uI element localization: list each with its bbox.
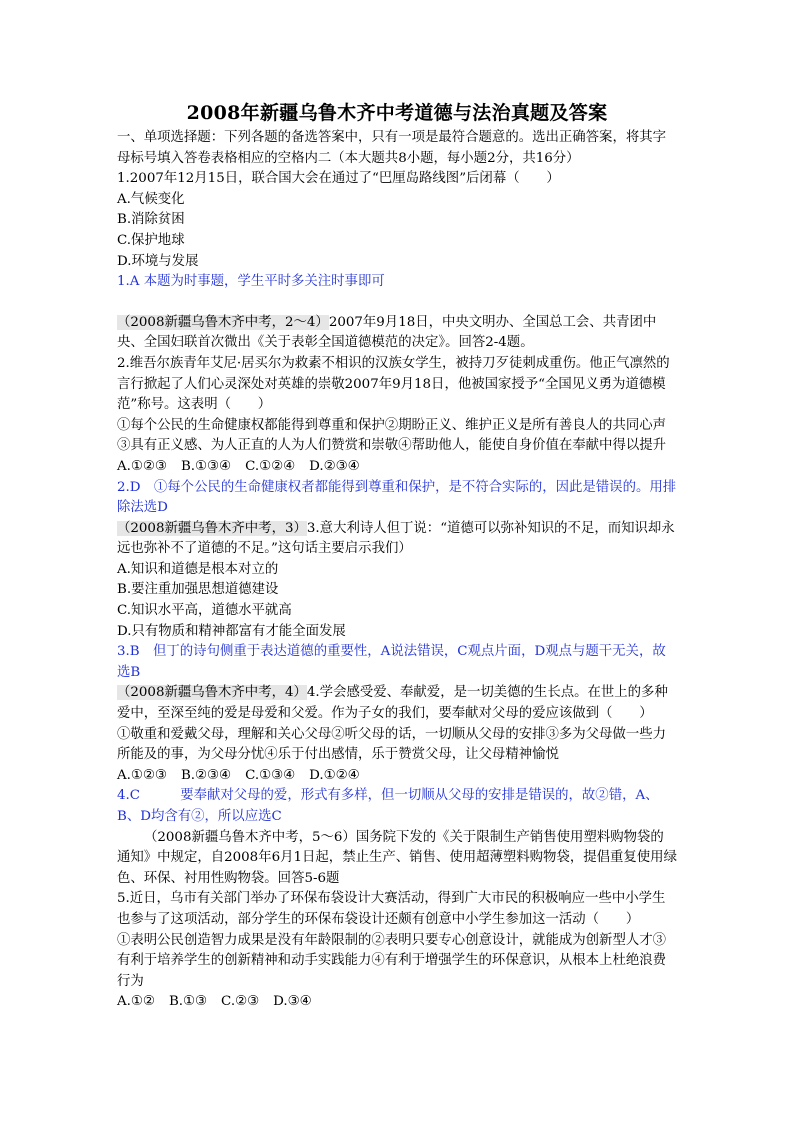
q3-option-a: A.知识和道德是根本对立的 <box>117 561 279 577</box>
material1-source: （2008新疆乌鲁木齐中考，2～4） <box>117 314 329 330</box>
q2-stem: 2.维吾尔族青年艾尼·居买尔为救素不相识的汉族女学生，被持刀歹徒刺成重伤。他正气凛然的言行掀起了人们心灵深处对英雄的崇敬2007年9月18日，他被国家授予“全国见义勇为道德模范”称号。这表明（ ） <box>117 355 670 413</box>
q3-stem: 3.意大利诗人但丁说：“道德可以弥补知识的不足，而知识却永远也弥补不了道德的不足。”这句话主要启示我们） <box>117 520 675 557</box>
material1 <box>117 313 677 354</box>
q4-statements: ①敬重和爱戴父母，理解和关心父母②听父母的话，一切顺从父母的安排③多为父母做一些力所能及的事，为父母分忧④乐于付出感情，乐于赞赏父母，让父母精神愉悦 <box>117 726 667 763</box>
q2-option-c: C.①②④ <box>245 458 296 474</box>
q2-options <box>117 457 677 478</box>
document-page <box>117 100 677 1013</box>
q5-option-c: C.②③ <box>221 994 260 1010</box>
q5-option-d: D.③④ <box>273 994 312 1010</box>
q1-stem: 1.2007年12月15日，联合国大会在通过了“巴厘岛路线图”后闭幕（ ） <box>117 171 560 187</box>
q1-option-d: D.环境与发展 <box>117 253 199 269</box>
q5-option-a: A.①② <box>117 994 155 1010</box>
q4-option-d: D.①②④ <box>309 767 360 783</box>
q3-answer: 3.B 但丁的诗句侧重于表达道德的重要性，A说法错误，C观点片面，D观点与题干无关，故选B <box>117 644 666 680</box>
q4-option-b: B.②③④ <box>180 767 232 783</box>
q2-answer: 2.D ①每个公民的生命健康权者都能得到尊重和保护，是不符合实际的，因此是错误的。用排除法选D <box>117 479 677 516</box>
spacer <box>117 293 677 313</box>
material2-source: （2008新疆乌鲁木齐中考，5～6） <box>144 829 356 845</box>
material2-text: 国务院下发的《关于限制生产销售使用塑料购物袋的通知》中规定，自2008年6月1日起，禁止生产、销售、使用超薄塑料购物袋，提倡重复使用绿色、环保、衬用性购物袋。回答5-6题 <box>117 829 677 886</box>
q3-option-d: D.只有物质和精神都富有才能全面发展 <box>117 623 346 639</box>
q4-stem-line <box>117 683 677 724</box>
q4-option-a: A.①②③ <box>117 767 167 783</box>
q4-answer: 4.C 要奉献对父母的爱，形式有多样，但一切顺从父母的安排是错误的，故②错，A、B、D均含有②，所以应选C <box>117 788 659 824</box>
page-title: 2008年新疆乌鲁木齐中考道德与法治真题及答案 <box>186 102 608 124</box>
q3-stem-line <box>117 519 677 560</box>
section-intro: 一、单项选择题：下列各题的备选答案中，只有一项是最符合题意的。选出正确答案，将其字母标号填入答卷表格相应的空格内二（本大题共8小题，每小题2分，共16分） <box>117 130 667 166</box>
material2 <box>117 828 677 890</box>
q2-option-b: B.①③④ <box>180 458 232 474</box>
q4-option-c: C.①③④ <box>245 767 296 783</box>
q3-option-b: B.要注重加强思想道德建设 <box>117 582 279 598</box>
q1-option-b: B.消除贫困 <box>117 212 185 228</box>
q5-statements: ①表明公民创造智力成果是没有年龄限制的②表明只要专心创意设计，就能成为创新型人才③有利于培养学生的创新精神和动手实践能力④有利于增强学生的环保意识，从根本上杜绝浪费行为 <box>117 932 667 989</box>
q1-option-a: A.气候变化 <box>117 191 185 207</box>
q4-stem: 4.学会感受爱、奉献爱，是一切美德的生长点。在世上的多种爱中，至深至纯的爱是母爱和父爱。作为子女的我们，要奉献对父母的爱应该做到（ ） <box>117 685 668 722</box>
q2-option-d: D.②③④ <box>309 458 360 474</box>
material1-text: 2007年9月18日，中央文明办、全国总工会、共青团中央、全国妇联首次微出《关于表彰全国道德模范的决定》。回答2-4题。 <box>117 314 657 351</box>
q1-answer: 1.A 本题为时事题，学生平时多关注时事即可 <box>117 274 385 290</box>
q4-source: （2008新疆乌鲁木齐中考，4） <box>117 685 307 701</box>
q3-source: （2008新疆乌鲁木齐中考，3） <box>117 520 307 536</box>
q1-option-c: C.保护地球 <box>117 232 185 248</box>
q2-option-a: A.①②③ <box>117 458 167 474</box>
q5-options <box>117 992 677 1013</box>
q3-option-c: C.知识水平高，道德水平就高 <box>117 603 292 619</box>
q5-option-b: B.①③ <box>168 994 208 1010</box>
q4-options <box>117 766 677 787</box>
q5-stem: 5.近日，乌市有关部门举办了环保布袋设计大赛活动，得到广大市民的积极响应一些中小学生也参与了这项活动，部分学生的环保布袋设计还颇有创意中小学生参加这一活动（ ） <box>117 891 666 927</box>
q2-statements: ①每个公民的生命健康权都能得到尊重和保护②期盼正义、维护正义是所有善良人的共同心声③具有正义感、为人正直的人为人们赞赏和崇敬④帮助他人，能使自身价值在奉献中得以提升 <box>117 417 667 454</box>
